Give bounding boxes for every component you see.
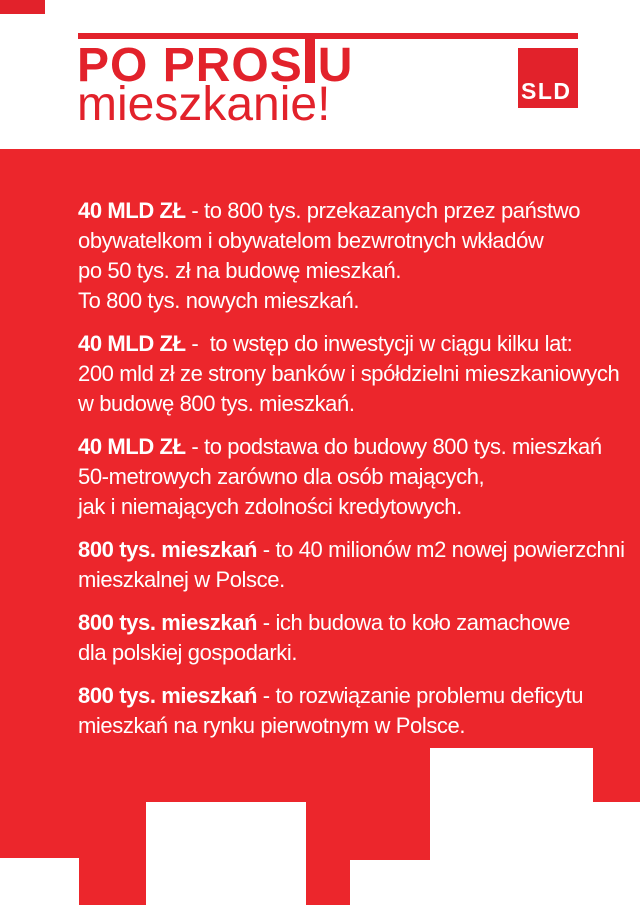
paragraph-line [78,711,623,741]
brand-title-left: PO PROS [77,39,303,92]
paragraph-lead: 40 MLD ZŁ [78,331,186,356]
brand-title-right: U [317,39,354,92]
paragraph-text: obywatelkom i obywatelom bezwrotnych wkładów [78,228,544,253]
paragraph-text: - ich budowa to koło zamachowe [257,610,570,635]
body-paragraph [78,329,623,419]
paragraph-lead: 40 MLD ZŁ [78,198,186,223]
paragraphs-container [78,196,623,754]
body-paragraph [78,681,623,741]
paragraph-line [78,638,623,668]
paragraph-text: - to 40 milionów m2 nowej powierzchni [257,537,625,562]
paragraph-lead: 800 tys. mieszkań [78,537,258,562]
paragraph-text: mieszkań na rynku pierwotnym w Polsce. [78,713,466,738]
paragraph-text: w budowę 800 tys. mieszkań. [78,391,355,416]
paragraph-line [78,359,623,389]
skyline-notch-center-right [430,748,593,905]
paragraph-text: 50-metrowych zarówno dla osób mających, [78,464,485,489]
paragraph-text: - to podstawa do budowy 800 tys. mieszkań [185,434,602,459]
paragraph-line [78,286,623,316]
paragraph-text: - to wstęp do inwestycji w ciągu kilku lat: [185,331,573,356]
paragraph-line [78,389,623,419]
paragraph-line [78,681,623,711]
paragraph-text: - to 800 tys. przekazanych przez państwo [185,198,581,223]
paragraph-line [78,196,623,226]
paragraph-text: 200 mld zł ze strony banków i spółdzielni mieszkaniowych [78,361,620,386]
paragraph-line [78,462,623,492]
paragraph-line [78,432,623,462]
paragraph-text: jak i niemających zdolności kredytowych. [78,494,462,519]
paragraph-lead: 800 tys. mieszkań [78,610,258,635]
letter-t-stem-icon [305,38,315,83]
paragraph-line [78,256,623,286]
skyline-notch-right [593,802,640,905]
body-paragraph [78,608,623,668]
skyline-notch-left [0,858,79,905]
body-paragraph [78,535,623,595]
paragraph-line [78,535,623,565]
body-paragraph [78,432,623,522]
sld-logo [518,48,578,108]
paragraph-text: mieszkalnej w Polsce. [78,567,285,592]
brand-subtitle: mieszkanie! [77,78,331,131]
paragraph-line [78,226,623,256]
paragraph-text: - to rozwiązanie problemu deficytu [257,683,584,708]
skyline-notch-center-left [146,802,306,905]
paragraph-line [78,565,623,595]
skyline-notch-center [350,860,430,905]
corner-red-tab [0,0,45,14]
paragraph-line [78,608,623,638]
paragraph-text: To 800 tys. nowych mieszkań. [78,288,360,313]
paragraph-lead: 800 tys. mieszkań [78,683,258,708]
paragraph-text: po 50 tys. zł na budowę mieszkań. [78,258,402,283]
paragraph-line [78,329,623,359]
paragraph-lead: 40 MLD ZŁ [78,434,186,459]
paragraph-line [78,492,623,522]
body-paragraph [78,196,623,316]
sld-logo-text: SLD [521,78,572,104]
paragraph-text: dla polskiej gospodarki. [78,640,298,665]
